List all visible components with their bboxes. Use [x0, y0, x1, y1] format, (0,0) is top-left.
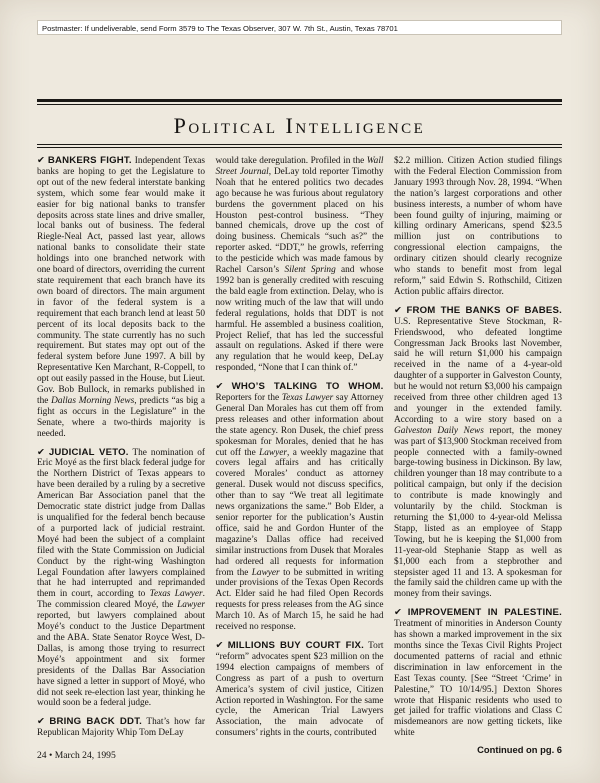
- item-bring-back-ddt-continued: [216, 156, 384, 374]
- check-icon: ✔: [394, 607, 402, 619]
- section-title: Political Intelligence: [173, 113, 426, 138]
- item-body: report, the money was part of $13,900 Stockman received from people connected with a family-owned barge-towing business in Dickinson. By law, children younger than 18 may contribute to a political campaign, but only if the decision to contribute is made knowingly and voluntarily by the child. Stockman is returning the $1,000 to 4-year-old Melissa Stapp, listed as an employee of Stapp Towing, but he is keeping the $1,000 from 11-year-old Stephanie Stapp as well as $1,000 each from a stepbrother and stepsister aged 11 and 13. A spokesman for the family said the children came up with the money from their savings.: [394, 425, 563, 600]
- publication-name: Texas Lawyer: [281, 393, 334, 404]
- item-body: Reporters for the: [215, 393, 280, 404]
- item-bankers-fight: [37, 156, 205, 440]
- header-rule-thick: [37, 99, 562, 102]
- item-body: would take deregulation. Profiled in the: [215, 156, 365, 166]
- item-body: Independent Texas banks are hoping to get the Legislature to opt out of the new federal interstate banking system, which some fear would make it easier for big national banks to transfer deposits across state lines and drive smaller, local banks out of business. The federal Riegle-Neal Act, passed last year, allows national banks to consolidate their state holdings into one branched network with one board of directors, overriding the current state requirement that each branch have its own board of directors. The main argument in favor of the federal system is a requirement that each branch lend at least 50 percent of its local deposits back to the community. The state currently has no such requirement. But states may opt out of the federal system before June 1997. A bill by Representative Ken Marchant, R-Coppell, to opt out easily passed in the House, but Lieut. Gov. Bob Bullock, in remarks published in the: [37, 156, 206, 406]
- postmaster-notice: Postmaster: If undeliverable, send Form 3579 to The Texas Observer, 307 W. 7th St., Austin, Texas 78701: [37, 20, 562, 35]
- item-body: , predicts “as big a fight as occurs in the Legislature” in the Senate, where a two-thirds majority is needed.: [37, 395, 205, 439]
- publication-name: Wall Street Journal: [215, 156, 384, 177]
- publication-name: Lawyer: [251, 567, 280, 578]
- item-bring-back-ddt: [37, 717, 205, 739]
- item-millions-buy-court-fix: [216, 641, 384, 739]
- item-heading: IMPROVEMENT IN PALESTINE.: [407, 607, 563, 619]
- item-heading: BRING BACK DDT.: [49, 716, 143, 728]
- check-icon: ✔: [37, 155, 45, 166]
- item-body: . The commission cleared Moyé, the: [37, 589, 205, 611]
- item-body: $2.2 million. Citizen Action studied filings with the Federal Election Commission from January 1993 through Nov. 28, 1994. “When the nation’s largest corporations and other business interests, a number of whom have been found guilty of injuring, maiming or killing ordinary Americans, spend $23.5 million just on contributions to congressional election campaigns, the ordinary citizen should clearly recognize who stands to benefit most from legal reform,” said Edwin S. Rothschild, Citizen Action public affairs director.: [394, 156, 562, 297]
- item-heading: MILLIONS BUY COURT FIX.: [227, 639, 364, 651]
- column-2: [215, 156, 384, 739]
- item-body: , DeLay told reporter Timothy Noah that he entered politics two decades ago because he was furious about regulatory burdens the government placed on his Houston pest-control business. “They banned chemicals, drove up the cost of doing business. Chemicals “such as?” the reporter asked. “DDT,” he growls, referring to the pesticide which was made famous by Rachel Carson’s: [215, 166, 384, 276]
- book-title: Silent Spring: [284, 265, 336, 276]
- item-improvement-in-palestine: [394, 608, 562, 739]
- header-rule-thin: [37, 104, 562, 105]
- item-banks-of-babes: [394, 306, 562, 600]
- item-heading: FROM THE BANKS OF BABES.: [406, 304, 562, 316]
- item-body: That’s how far Republican Majority Whip Tom DeLay: [37, 717, 206, 739]
- check-icon: ✔: [37, 446, 45, 458]
- item-body: reported, but lawyers complained about Moyé’s conduct to the Justice Department and the ABA. State Senator Royce West, D-Dallas, is among those trying to resurrect Moyé’s appointment and six former presidents of the Dallas Bar Association have signed a letter in support of Moyé, who did not seek re-election last year, thinking he would soon be a federal judge.: [37, 611, 205, 709]
- item-judicial-veto: [37, 448, 205, 710]
- title-rule-top: [37, 144, 562, 145]
- item-body: U.S. Representative Steve Stockman, R-Friendswood, who defeated longtime Congressman Jack Brooks last November, said he will return $1,000 his campaign received in the name of a 4-year-old daughter of a supporter in Galveston County, but he would not return $3,000 his campaign received from three other children aged 13 and younger in the extended family. According to a wire story based on a: [394, 316, 562, 425]
- check-icon: ✔: [394, 304, 402, 316]
- item-body: The nomination of Eric Moyé as the first black federal judge for the Northern District of Texas appears to have been derailed by a ruling by a secretive American Bar Association panel that the Democratic state district judge from Dallas is unqualified for the federal bench because of a purported lack of judicial restraint. Moyé had been the subject of a complaint filed with the State Commission on Judicial Conduct by the right-wing Washington Legal Foundation after lawyers complained that he had interrupted and reprimanded them in court, according to: [37, 447, 205, 600]
- title-rule-bottom: [37, 147, 562, 148]
- item-body: Treatment of minorities in Anderson County has shown a marked improvement in the six months since the Texas Civil Rights Project documented patterns of racial and ethnic discrimination in law enforcement in the East Texas county. [See “Street ‘Crime’ in Palestine,” TO 10/14/95.] Dexton Shores wrote that Hispanic residents who used to get jailed for traffic violations and Class C misdemeanors are now getting tickets, like white: [394, 619, 562, 739]
- check-icon: ✔: [215, 639, 224, 651]
- publication-name: Dallas Morning News: [51, 395, 135, 406]
- item-heading: JUDICIAL VETO.: [48, 446, 129, 458]
- publication-name: Lawyer: [259, 447, 288, 458]
- item-body: say Attorney General Dan Morales has cut them off from press releases and other information about the state agency. Ron Dusek, the chief press spokesman for Morales, denied that he has cut off the: [215, 393, 384, 458]
- page-folio: 24 • March 24, 1995: [37, 750, 116, 761]
- item-whos-talking: [216, 382, 384, 633]
- item-heading: WHO’S TALKING TO WHOM.: [231, 381, 384, 393]
- item-body: Tort “reform” advocates spent $23 million on the 1994 election campaigns of members of Congress as part of a push to overturn America’s system of civil justice, Citizen Action reported in Washington. For the same cycle, the American Trial Lawyers Association, the main advocate of consumers’ rights in the courts, contributed: [215, 640, 384, 739]
- publication-name: Galveston Daily News: [394, 425, 484, 436]
- item-body: to be submitted in writing under provisions of the Texas Open Records Act. Elder said he had filed Open Records requests for press releases from the AG since March 10. As of March 15, he said he had received no response.: [215, 567, 384, 633]
- item-millions-continued: [394, 156, 562, 298]
- column-1: [37, 155, 206, 739]
- item-heading: BANKERS FIGHT.: [47, 155, 132, 166]
- item-body: , a weekly magazine that covers legal affairs and has critically covered Morales’ conduct as attorney general. Dusek would not discuss specifics, other than to say “We treat all legitimate news organizations the same.” Bob Elder, a senior reporter for the publication’s Austin office, said he and Gordon Hunter of the magazine’s Dallas office had received similar instructions from Dusek that Morales had ordered all requests for information from the: [215, 447, 384, 578]
- check-icon: ✔: [215, 381, 224, 393]
- item-body: and whose 1992 ban is generally credited with rescuing the bald eagle from extinction. Delay, who is now writing much of the law that will undo federal regulations, holds that DDT is not harmful. He assembled a business coalition, Project Relief, that has led the successful assault on regulations. Asked if there were any regulation that he would keep, DeLay responded, “None that I can think of.”: [215, 265, 384, 374]
- check-icon: ✔: [37, 716, 45, 728]
- continued-link[interactable]: Continued on pg. 6: [477, 744, 562, 756]
- column-3: [394, 156, 563, 756]
- publication-name: Texas Lawyer: [149, 589, 203, 600]
- publication-name: Lawyer: [177, 600, 205, 611]
